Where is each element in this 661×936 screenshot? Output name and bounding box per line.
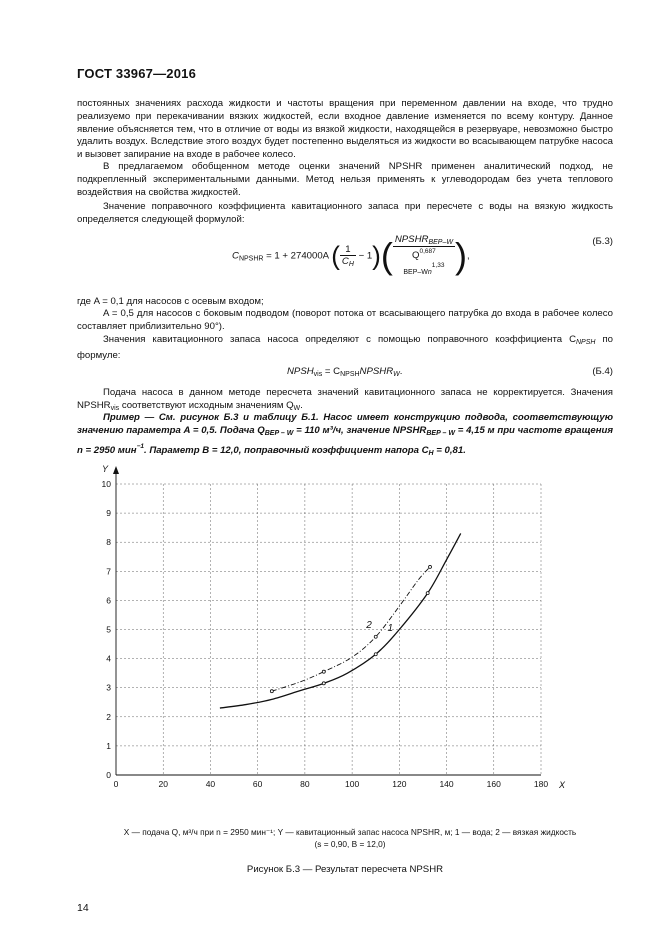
formula-b3-tail: , [466,250,470,262]
y-tick-label: 2 [106,711,111,722]
curve-label-2: 2 [366,620,372,632]
paragraph-5-sub2: W [293,404,301,412]
example-b: = 110 м³/ч, значение NPSHR [293,424,427,436]
figure-caption: Рисунок Б.3 — Результат пересчета NPSHR [246,864,444,875]
x-tick-label: 100 [345,779,360,789]
formula-b3-frac2-den-n-sup: 1,33 [431,262,445,269]
figure-legend [92,826,608,850]
series-point-1 [426,592,429,595]
formula-b3-mid: = 1 + 274000A [266,250,329,262]
formula-b3-minus-one: − 1 [358,250,373,262]
paragraph-5-b: соответствуют исходным значениям Q [119,399,294,411]
formula-b4-rhs: NPSHR [359,366,394,377]
formula-b4-tail: . [399,366,403,377]
formula-b3-frac1-den-sub: H [348,261,354,268]
example-a: Пример — См. рисунок Б.3 и таблицу Б.1. Насос имеет конструкцию подвода, соответствующую значению параметра A = 0,5. Подача Q [77,412,613,436]
x-tick-label: 80 [300,779,310,789]
formula-b4 [287,366,402,378]
series-line-2 [272,567,430,691]
chart-labels [102,464,566,790]
example-c: = 4,15 м при частоте вращения n = 2950 мин [77,424,614,456]
example-sup: −1 [136,442,144,450]
formula-b3-bparen-open: ( [380,235,393,276]
y-tick-label: 8 [106,537,111,548]
x-tick-label: 180 [533,779,549,789]
formula-b3-paren-close: ) [372,240,381,271]
formula-b3-frac2-num-sub: BEP–W [428,239,453,246]
y-tick-label: 5 [106,624,111,635]
formula-b3 [232,234,470,278]
paragraph-5-a: Подача насоса в данном методе пересчета значений кавитационного запаса не корректируется. Значения NPSHR [77,387,613,411]
formula-b4-lhs: NPSH [287,366,314,377]
y-tick-label: 9 [106,508,111,519]
formula-b3-lhs: C [232,250,239,262]
paragraph-3: Значение поправочного коэффициента кавитационного запаса при пересчете с воды на вязкую жидкость определяется следующей формулой: [77,201,613,225]
x-tick-label: 0 [113,779,119,789]
series-point-2 [322,670,325,673]
formula-b4-number: (Б.4) [592,366,613,377]
formula-b4-mid-sub: NPSH [340,371,360,378]
formula-b3-bparen-close: ) [454,235,467,276]
formula-b3-frac1 [340,244,356,268]
paragraph-5-c: . [300,399,303,411]
page-number: 14 [77,902,89,914]
y-tick-label: 1 [106,740,111,751]
x-tick-label: 140 [439,779,454,789]
paragraph-4-text: Значения кавитационного запаса насоса определяют с помощью поправочного коэффициента C [103,334,576,345]
x-axis-label: X [559,780,566,790]
formula-b3-frac2-den-b: BEP–W [403,269,428,276]
paragraph-2: В предлагаемом обобщенном методе оценки значений NPSHR применен аналитический подход, не подкрепленный экспериментальными данными. Метод нельзя применять к углеводородам без учета теплового воздействия на свойства жидкостей. [77,161,613,198]
formula-b4-lhs-sub: vis [313,371,323,378]
x-tick-label: 60 [252,779,263,789]
y-tick-label: 6 [106,595,111,606]
formula-b3-frac1-num: 1 [340,244,356,256]
paragraph-5-sub1: vis [110,404,120,412]
example-d: . Параметр B = 12,0, поправочный коэффициент напора C [143,444,429,456]
document-header: ГОСТ 33967—2016 [77,66,196,81]
series-line-1 [220,533,461,708]
formula-b3-frac2-den-n: n [427,269,432,276]
x-tick-label: 40 [205,779,216,789]
formula-b4-mid: = C [322,366,341,377]
y-tick-label: 4 [106,653,111,664]
formula-b4-rhs-sub: W [393,371,400,378]
x-tick-label: 20 [158,779,168,789]
figure-legend-line2: (s = 0,90, B = 12,0) [314,839,386,849]
formula-b3-frac2 [393,234,455,278]
y-tick-label: 10 [101,479,111,489]
formula-b3-frac1-den: C [341,256,349,267]
y-tick-label: 0 [106,770,111,780]
chart-grid [116,484,541,775]
example-e: = 0,81. [433,444,466,456]
where-a1: где A = 0,1 для насосов с осевым входом; [77,296,264,307]
y-axis-arrow [113,466,119,474]
series-point-2 [429,565,432,568]
y-tick-label: 3 [106,682,111,693]
x-tick-label: 160 [486,779,501,789]
chart-axes [113,466,541,775]
example-sub3: H [428,449,434,457]
paragraph-4-sub: NPSH [576,339,596,346]
y-tick-label: 7 [106,566,111,577]
formula-b3-number: (Б.3) [592,236,613,247]
example-paragraph [77,412,613,460]
formula-b3-frac2-den-q: Q [412,250,420,261]
series-point-2 [270,690,273,693]
formula-b3-lhs-sub: NPSHR [238,255,264,263]
formula-b3-paren-open: ( [331,240,340,271]
figure-legend-line1: X — подача Q, м³/ч при n = 2950 мин⁻¹; Y — кавитационный запас насоса NPSHR, м; 1 — вода; 2 — вязкая жидкость [123,827,577,837]
example-sub1: BEP – W [264,429,294,437]
y-axis-label: Y [102,464,109,474]
paragraph-4-tail: по формуле: [77,334,613,361]
paragraph-1: постоянных значениях расхода жидкости и частоты вращения при переменном давлении на входе, что трудно реализуемо при перекачивании вязких жидкостей, если входное давление изменяется по всему контуру. Данное явление объясняется тем, что в отличие от воды из вязкой жидкости, находящейся в резервуаре, невозможно быстро удалить воздух. Вследствие этого воздух будет постепенно выделяться из жидкости во всасывающем патрубке насоса и вызовет запирание на входе в рабочее колесо. [77,98,613,161]
series-point-1 [374,653,377,656]
formula-b3-frac2-den-q-sup: 0,687 [419,248,436,255]
chart-series [220,533,461,708]
curve-label-1: 1 [387,622,394,634]
formula-b3-frac2-num: NPSHR [394,234,429,245]
example-sub2: BEP – W [426,429,456,437]
where-a2: A = 0,5 для насосов с боковым подводом (поворот потока от всасывающего патрубка до входа в рабочее колесо составляет приблизительно 90°). [77,308,613,332]
x-tick-label: 120 [392,779,407,789]
paragraph-4 [77,334,613,363]
series-point-1 [322,682,325,685]
series-point-2 [374,635,377,638]
